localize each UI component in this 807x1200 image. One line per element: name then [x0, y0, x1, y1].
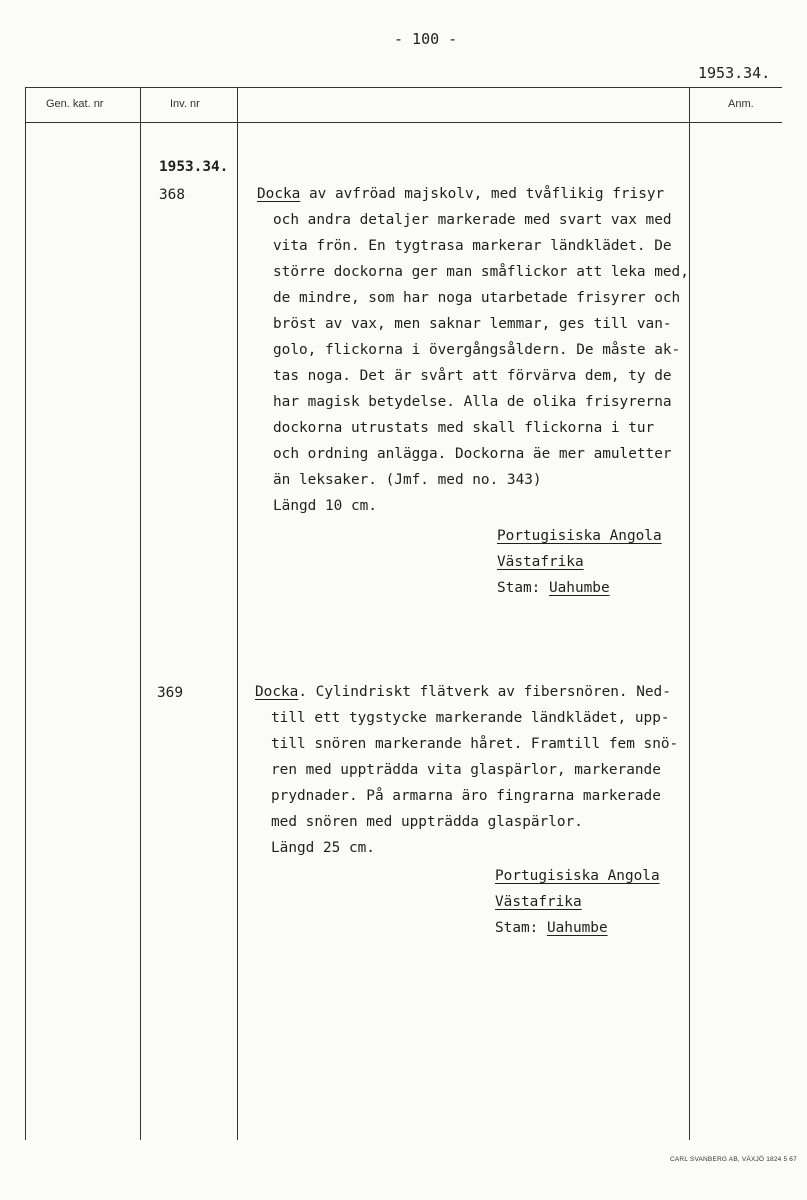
- description-line: ren med uppträdda vita glaspärlor, markerande: [271, 762, 661, 778]
- tribe-name: Uahumbe: [548, 580, 610, 596]
- page-number: - 100 -: [394, 30, 458, 48]
- column-divider-3: [689, 87, 690, 1140]
- catalog-reference: 1953.34.: [698, 64, 771, 82]
- region-label: Västafrika: [497, 554, 584, 570]
- inventory-number: 368: [159, 187, 185, 203]
- description-line: dockorna utrustats med skall flickorna i tur: [273, 420, 655, 436]
- description-line: till snören markerande håret. Framtill fem snö-: [271, 736, 679, 752]
- length-line: Längd 25 cm.: [271, 840, 375, 856]
- description-line: Docka av avfröad majskolv, med tvåflikig frisyr: [257, 186, 665, 202]
- printer-imprint: CARL SVANBERG AB, VÄXJÖ 1824 5 67: [670, 1156, 797, 1163]
- column-divider-1: [140, 87, 141, 1140]
- object-title: Docka: [255, 684, 299, 700]
- header-bottom-rule: [25, 122, 782, 123]
- column-header-gen-kat-nr: Gen. kat. nr: [46, 98, 104, 110]
- description-line: större dockorna ger man småflickor att leka med,: [273, 264, 689, 280]
- origin-label: Portugisiska Angola: [495, 868, 660, 884]
- column-header-inv-nr: Inv. nr: [170, 98, 200, 110]
- object-title: Docka: [257, 186, 301, 202]
- tribe-name: Uahumbe: [546, 920, 608, 936]
- description-line: vita frön. En tygtrasa markerar ländklädet. De: [273, 238, 672, 254]
- year-label: 1953.34.: [159, 159, 229, 175]
- description-line: tas noga. Det är svårt att förvärva dem, ty de: [273, 368, 672, 384]
- tribe-line: Stam: Uahumbe: [495, 920, 608, 936]
- description-line: till ett tygstycke markerande ländklädet, upp-: [271, 710, 670, 726]
- description-line: Docka. Cylindriskt flätverk av fibersnören. Ned-: [255, 684, 671, 700]
- header-top-rule: [25, 87, 782, 88]
- region-label: Västafrika: [495, 894, 582, 910]
- column-divider-2: [237, 87, 238, 1140]
- description-line: golo, flickorna i övergångsåldern. De måste ak-: [273, 342, 681, 358]
- tribe-line: Stam: Uahumbe: [497, 580, 610, 596]
- inventory-number: 369: [157, 685, 183, 701]
- description-line: med snören med uppträdda glaspärlor.: [271, 814, 583, 830]
- length-line: Längd 10 cm.: [273, 498, 377, 514]
- column-header-anm: Anm.: [728, 98, 754, 110]
- description-line: och andra detaljer markerade med svart vax med: [273, 212, 672, 228]
- origin-label: Portugisiska Angola: [497, 528, 662, 544]
- description-line: än leksaker. (Jmf. med no. 343): [273, 472, 542, 488]
- description-line: bröst av vax, men saknar lemmar, ges till van-: [273, 316, 672, 332]
- description-line: prydnader. På armarna äro fingrarna markerade: [271, 788, 661, 804]
- description-line: och ordning anlägga. Dockorna äe mer amuletter: [273, 446, 672, 462]
- left-border: [25, 87, 26, 1140]
- description-line: de mindre, som har noga utarbetade frisyrer och: [273, 290, 681, 306]
- description-line: har magisk betydelse. Alla de olika frisyrerna: [273, 394, 672, 410]
